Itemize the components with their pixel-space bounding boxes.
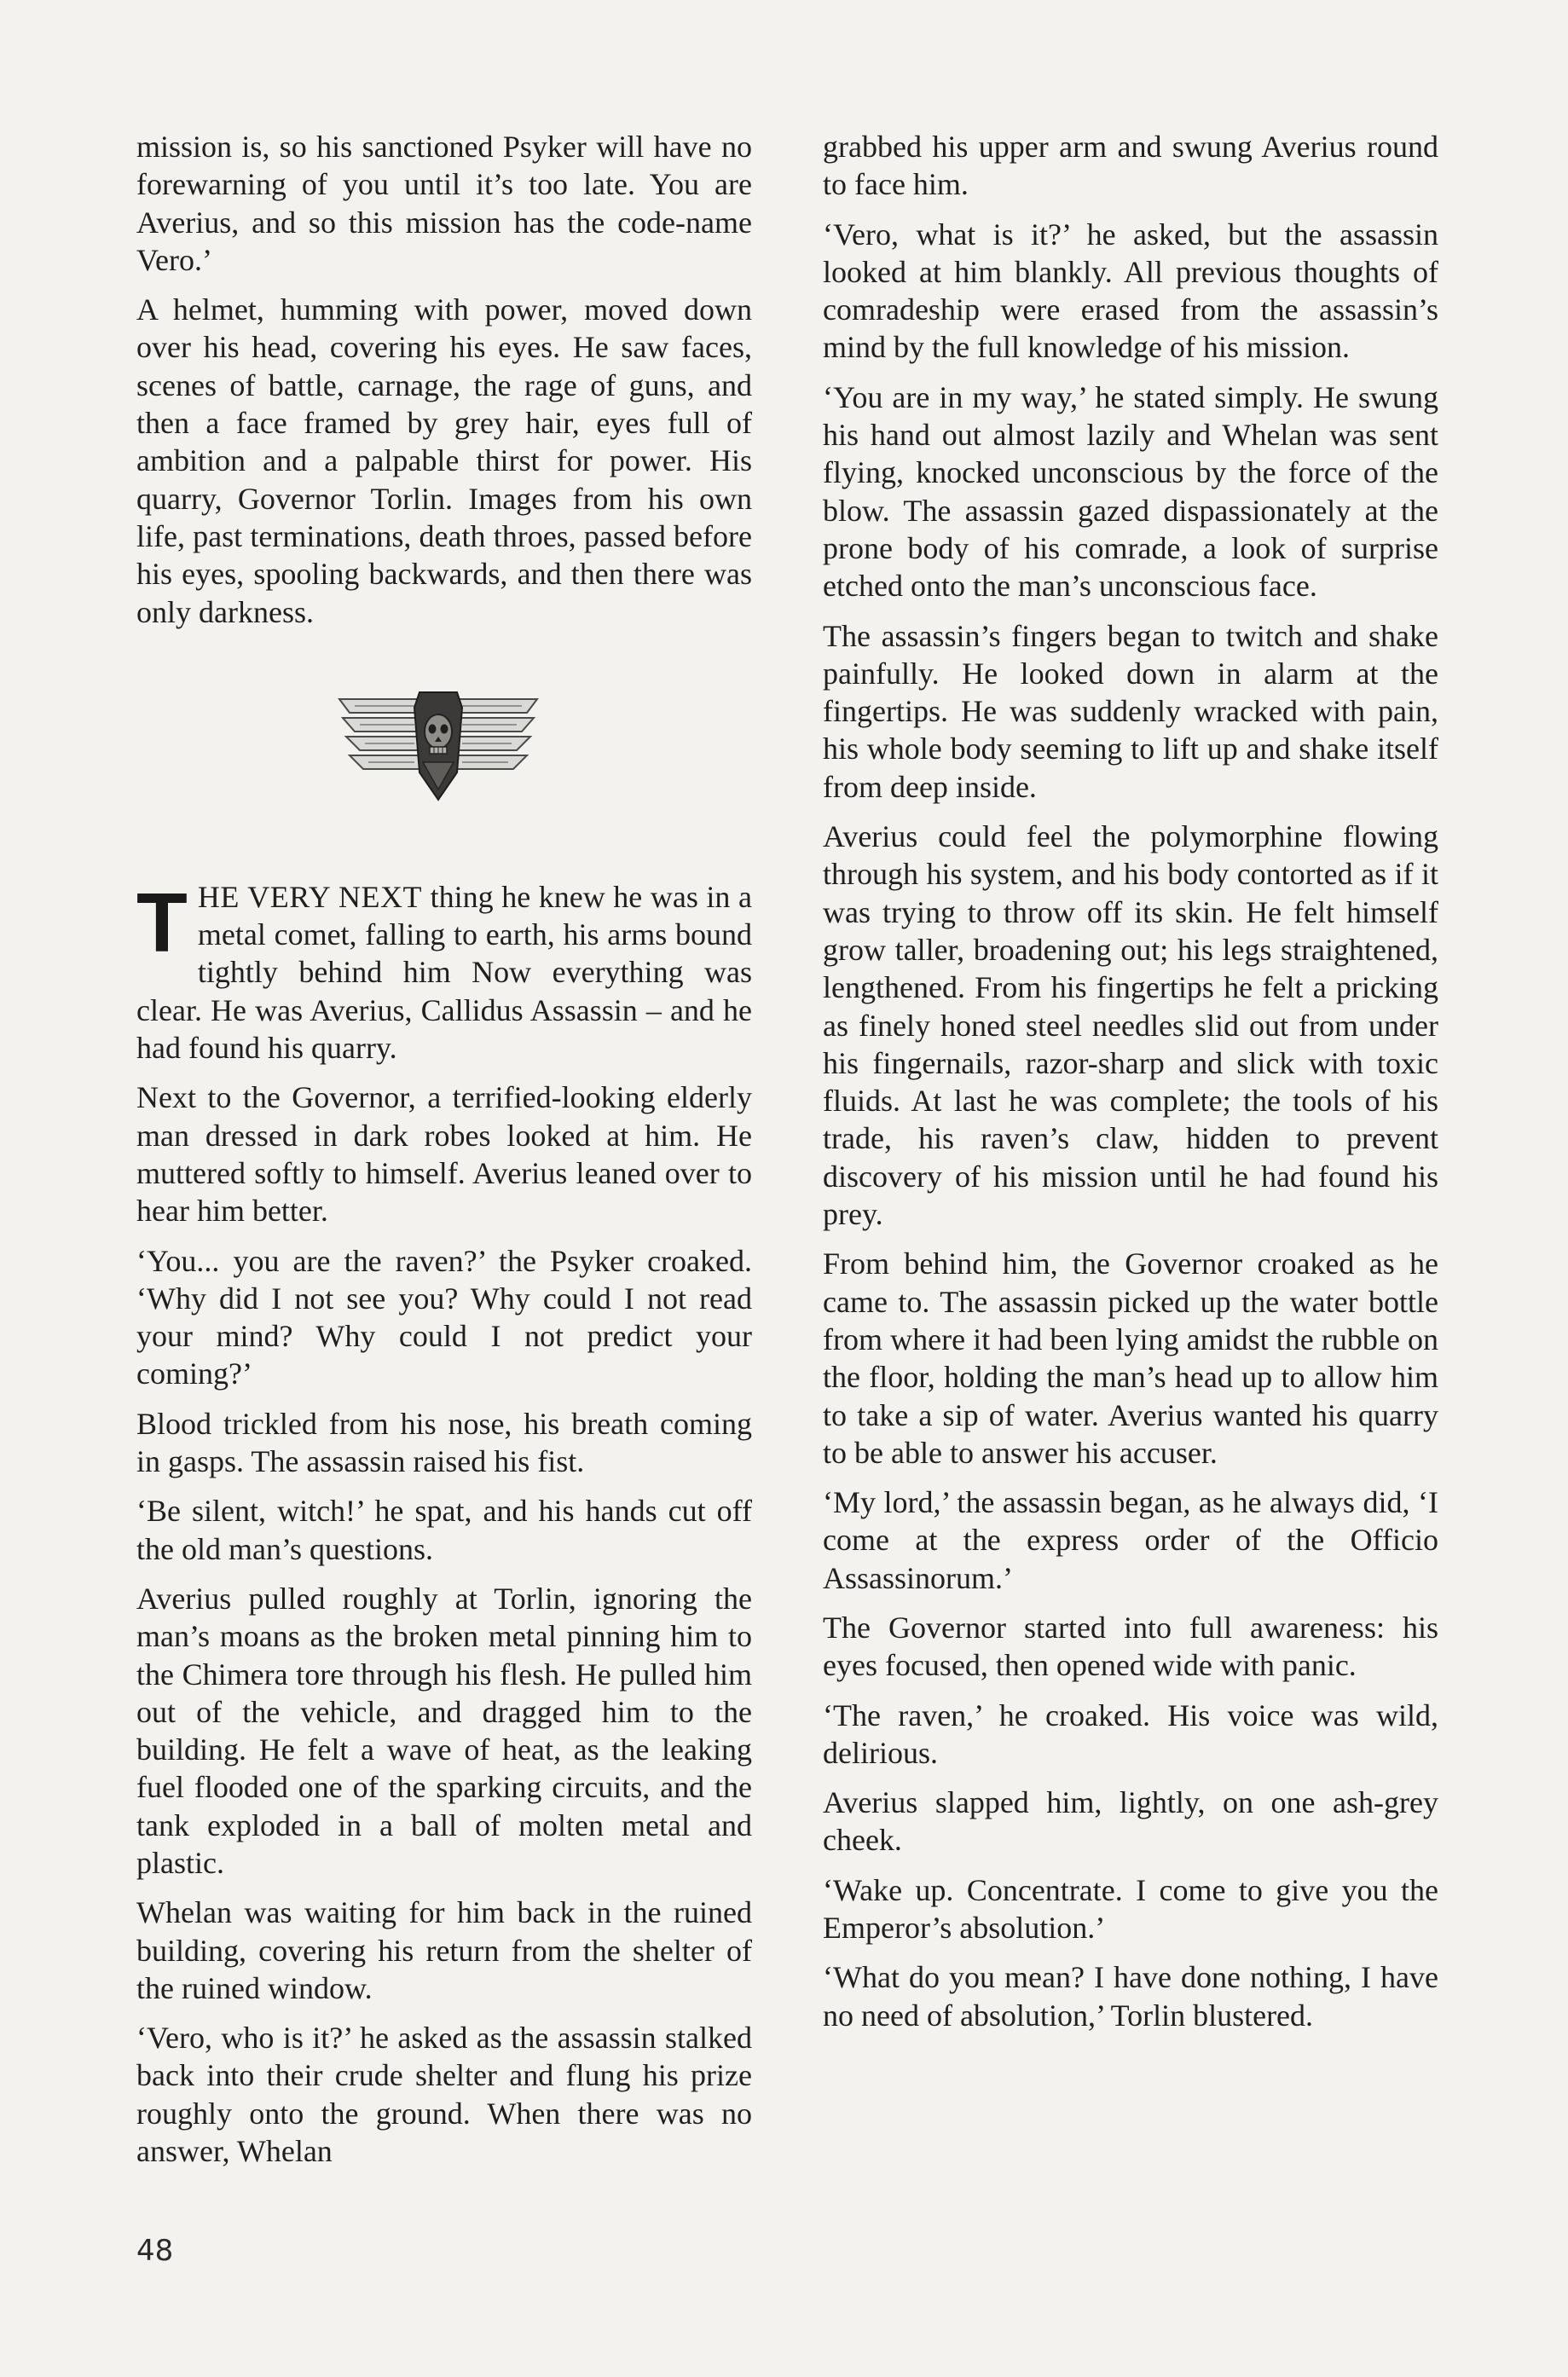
- drop-cap: T: [136, 875, 188, 969]
- imperial-skull-ornament-icon: [338, 691, 539, 803]
- paragraph: Whelan was waiting for him back in the ruined building, covering his return from the shelter of the ruined window.: [136, 1895, 752, 2005]
- paragraph: grabbed his upper arm and swung Averius round to face him.: [823, 130, 1438, 202]
- right-column: [823, 128, 1438, 2046]
- paragraph: From behind him, the Governor croaked as he came to. The assassin picked up the water bottle from where it had been lying amidst the rubble on the floor, holding the man’s head up to allow him to take a sip of water. Averius wanted his quarry to be able to answer his accuser.: [823, 1246, 1438, 1470]
- left-column: [136, 128, 752, 2182]
- paragraph: Blood trickled from his nose, his breath coming in gasps. The assassin raised his fist.: [136, 1406, 752, 1479]
- paragraph: ‘Vero, who is it?’ he asked as the assassin stalked back into their crude shelter and flung his prize roughly onto the ground. When there was no answer, Whelan: [136, 2021, 752, 2169]
- paragraph-dropcap: [136, 875, 752, 1067]
- paragraph: A helmet, humming with power, moved down over his head, covering his eyes. He saw faces, scenes of battle, carnage, the rage of guns, and then a face framed by grey hair, eyes full of ambition and a palpable thirst for power. His quarry, Governor Torlin. Images from his own life, past terminations, death throes, passed before his eyes, spooling backwards, and then there was only darkness.: [136, 292, 752, 629]
- paragraph: ‘You are in my way,’ he stated simply. He swung his hand out almost lazily and Whelan was sent flying, knocked unconscious by the force of the blow. The assassin gazed dispassionately at the prone body of his comrade, a look of surprise etched onto the man’s unconscious face.: [823, 379, 1438, 604]
- lead-in: HE VERY NEXT: [197, 879, 423, 914]
- paragraph: Averius slapped him, lightly, on one ash-grey cheek.: [823, 1785, 1438, 1858]
- paragraph: ‘Be silent, witch!’ he spat, and his hands cut off the old man’s questions.: [136, 1494, 752, 1566]
- paragraph: Averius could feel the polymorphine flowing through his system, and his body contorted as if it was trying to throw off its skin. He felt himself grow taller, broadening out; his legs straightened, lengthened. From his fingertips he felt a pricking as finely honed steel needles slid out from under his fingernails, razor-sharp and slick with toxic fluids. At last he was complete; the tools of his trade, his raven’s claw, hidden to prevent discovery of his mission until he had found his prey.: [823, 819, 1438, 1232]
- paragraph: ‘You... you are the raven?’ the Psyker croaked. ‘Why did I not see you? Why could I not read your mind? Why could I not predict your coming?’: [136, 1243, 752, 1391]
- paragraph: The assassin’s fingers began to twitch and shake painfully. He looked down in alarm at the fingertips. He was suddenly wracked with pain, his whole body seeming to lift up and shake itself from deep inside.: [823, 618, 1438, 804]
- paragraph: Next to the Governor, a terrified-looking elderly man dressed in dark robes looked at him. He muttered softly to himself. Averius leaned over to hear him better.: [136, 1080, 752, 1229]
- paragraph: ‘What do you mean? I have done nothing, I have no need of absolution,’ Torlin blustered.: [823, 1960, 1438, 2033]
- page-number: 48: [136, 2234, 174, 2268]
- paragraph: Averius pulled roughly at Torlin, ignoring the man’s moans as the broken metal pinning him to the Chimera tore through his flesh. He pulled him out of the vehicle, and dragged him to the building. He felt a wave of heat, as the leaking fuel flooded one of the sparking circuits, and the tank exploded in a ball of molten metal and plastic.: [136, 1581, 752, 1880]
- paragraph: ‘Vero, what is it?’ he asked, but the assassin looked at him blankly. All previous thoughts of comradeship were erased from the assassin’s mind by the full knowledge of his mission.: [823, 217, 1438, 365]
- paragraph: mission is, so his sanctioned Psyker will have no forewarning of you until it’s too late. You are Averius, and so this mission has the code-name Vero.’: [136, 130, 752, 277]
- paragraph-text: thing he knew he was in a metal comet, falling to earth, his arms bound tightly behind him Now everything was clear. He was Averius, Callidus Assassin – and he had found his quarry.: [136, 879, 752, 1066]
- paragraph: ‘My lord,’ the assassin began, as he always did, ‘I come at the express order of the Officio Assassinorum.’: [823, 1485, 1438, 1595]
- paragraph: ‘The raven,’ he croaked. His voice was wild, delirious.: [823, 1697, 1438, 1770]
- paragraph: The Governor started into full awareness: his eyes focused, then opened wide with panic.: [823, 1610, 1438, 1683]
- paragraph: ‘Wake up. Concentrate. I come to give you the Emperor’s absolution.’: [823, 1872, 1438, 1946]
